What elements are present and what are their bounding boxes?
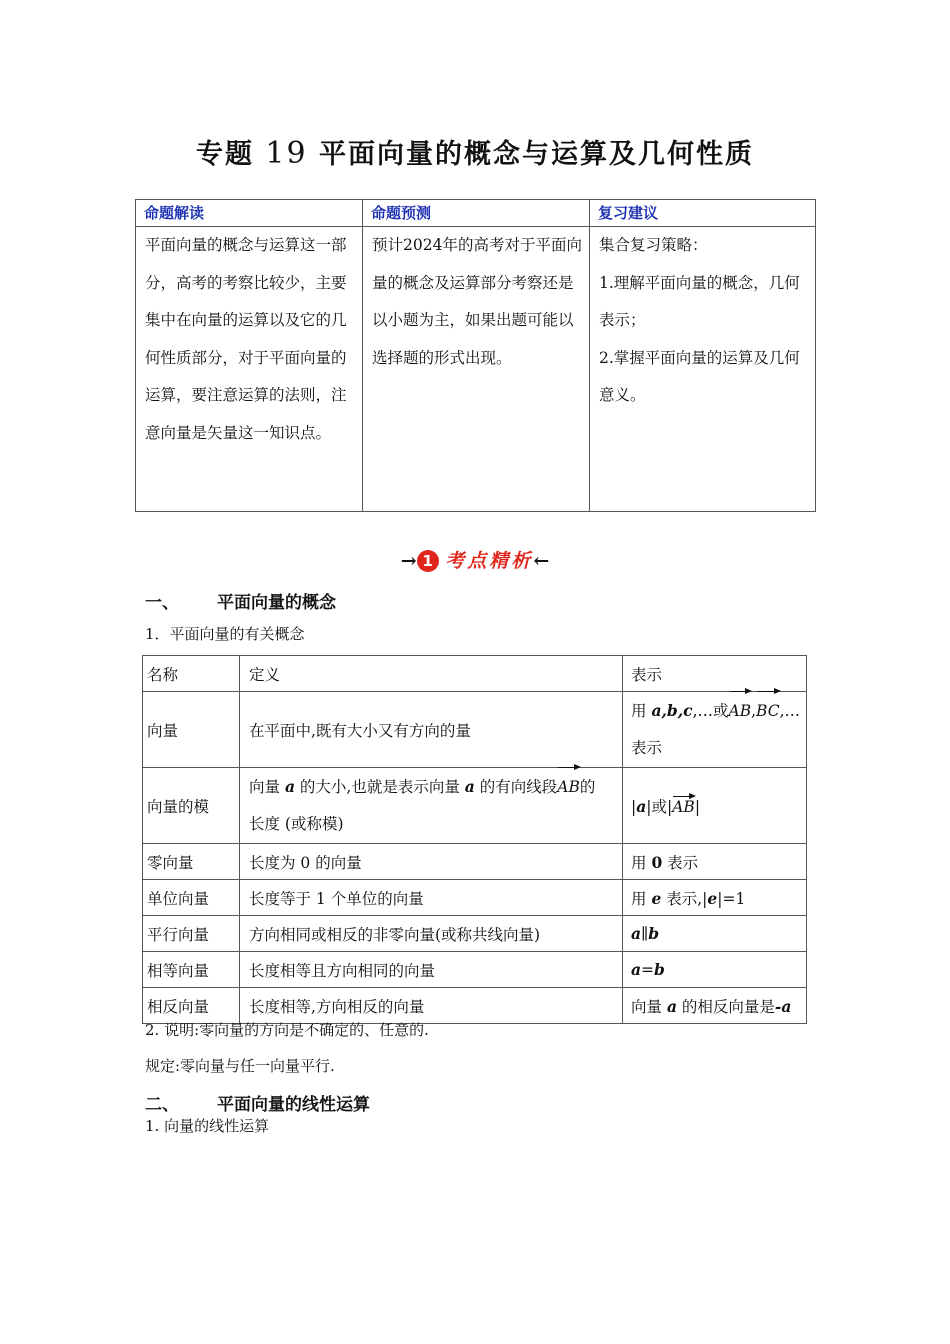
table-row [143, 844, 807, 880]
section-2-num: 二、 [145, 1095, 179, 1115]
rep-text: 向量 [631, 997, 667, 1016]
subheading-2: 1. 向量的线性运算 [145, 1117, 270, 1135]
rep-text: 表示,| [661, 889, 708, 908]
def-text: 长度 (或称模) [249, 815, 344, 833]
row-representation [623, 988, 807, 1024]
concept-table [142, 655, 807, 1024]
table-row [143, 768, 807, 844]
banner-text: 考点精析 [445, 550, 534, 572]
prediction-text: 预计2024年的高考对于平面向量的概念及运算部分考察还是以小题为主，如果出题可能以选择题的形式出现。 [363, 227, 590, 512]
circle-number-icon: 1 [417, 550, 439, 572]
section-1-num: 一、 [145, 593, 179, 613]
rep-symbol: a [636, 796, 647, 816]
row-name: 相反向量 [143, 988, 240, 1024]
rep-symbol: -a [774, 996, 792, 1016]
def-text: 向量 [249, 778, 285, 796]
rep-symbol: 0 [651, 852, 663, 872]
rep-symbol: a [666, 996, 677, 1016]
rep-text: ,…或 [692, 702, 729, 720]
note-2: 规定:零向量与任一向量平行. [145, 1057, 335, 1075]
row-definition [240, 768, 623, 844]
rep-text: ,… [779, 702, 801, 720]
suggestion-item-2: 2.掌握平面向量的运算及几何意义。 [599, 348, 800, 404]
rep-symbol: e [707, 888, 718, 908]
rep-text: 表示 [631, 739, 663, 757]
title-number: 19 [265, 136, 308, 171]
row-name: 向量的模 [143, 768, 240, 844]
intro-table [135, 199, 816, 512]
vector-ab: AB [729, 693, 752, 730]
intro-body-row [136, 227, 816, 512]
table-row [143, 880, 807, 916]
row-name: 单位向量 [143, 880, 240, 916]
row-definition: 长度相等,方向相反的向量 [240, 988, 623, 1024]
row-representation [623, 916, 807, 952]
rep-text: , [751, 702, 757, 720]
rep-text: 用 [631, 702, 652, 720]
rep-symbol: b [654, 960, 665, 979]
title-suffix: 平面向量的概念与运算及几何性质 [319, 139, 754, 170]
section-2-title: 平面向量的线性运算 [217, 1095, 370, 1115]
intro-header-row [136, 200, 816, 227]
rep-operator: ∥ [641, 925, 649, 943]
def-symbol: a [464, 777, 475, 796]
rep-symbol: a [631, 960, 642, 979]
header-interpretation: 命题解读 [136, 200, 363, 227]
def-text: 的 [579, 778, 596, 796]
table-row [143, 916, 807, 952]
vector-ab: AB [557, 769, 580, 806]
section-2-heading [145, 1090, 370, 1115]
row-name: 相等向量 [143, 952, 240, 988]
row-representation [623, 844, 807, 880]
rep-text: |=1 [717, 889, 746, 908]
note-1: 2. 说明:零向量的方向是不确定的、任意的. [145, 1021, 429, 1039]
row-definition: 方向相同或相反的非零向量(或称共线向量) [240, 916, 623, 952]
def-text: 的大小,也就是表示向量 [294, 778, 465, 796]
title-prefix: 专题 [196, 139, 254, 170]
rep-text: | [631, 797, 637, 816]
subheading-1: 1．平面向量的有关概念 [145, 625, 305, 643]
vector-ab: AB [672, 797, 695, 816]
rep-symbol: b [648, 924, 660, 943]
row-definition: 长度等于 1 个单位的向量 [240, 880, 623, 916]
interpretation-text: 平面向量的概念与运算这一部分，高考的考察比较少，主要集中在向量的运算以及它的几何性质部分，对于平面向量的运算，要注意运算的法则，注意向量是矢量这一知识点。 [136, 227, 363, 512]
concept-header-row [143, 656, 807, 692]
page-title [0, 132, 950, 171]
def-symbol: a [284, 777, 295, 796]
banner-left-arrow: → [400, 550, 417, 572]
row-representation [623, 692, 807, 768]
row-representation [623, 952, 807, 988]
rep-symbol: a [631, 924, 642, 943]
rep-operator: = [641, 961, 655, 979]
banner-right-arrow: ← [533, 550, 550, 572]
table-row [143, 952, 807, 988]
col-representation-header: 表示 [623, 656, 807, 692]
row-representation [623, 768, 807, 844]
rep-symbol: e [651, 888, 662, 908]
rep-text: 用 [631, 889, 652, 908]
rep-text: |或| [646, 797, 673, 816]
row-definition: 长度为 0 的向量 [240, 844, 623, 880]
section-banner [0, 546, 950, 573]
suggestion-intro: 集合复习策略： [599, 236, 708, 254]
col-definition-header: 定义 [240, 656, 623, 692]
row-definition: 长度相等且方向相同的向量 [240, 952, 623, 988]
rep-text: 用 [631, 853, 652, 872]
vector-bc: BC [756, 693, 780, 730]
row-name: 平行向量 [143, 916, 240, 952]
row-name: 向量 [143, 692, 240, 768]
section-1-title: 平面向量的概念 [217, 593, 336, 613]
suggestion-item-1: 1.理解平面向量的概念，几何表示； [599, 273, 800, 329]
def-text: 的有向线段 [474, 778, 558, 796]
row-name: 零向量 [143, 844, 240, 880]
col-name-header: 名称 [143, 656, 240, 692]
table-row [143, 692, 807, 768]
rep-text: 的相反向量是 [676, 997, 775, 1016]
header-suggestion: 复习建议 [590, 200, 816, 227]
row-representation [623, 880, 807, 916]
suggestion-cell [590, 227, 816, 512]
rep-text: 表示 [662, 853, 699, 872]
rep-text: | [694, 797, 701, 816]
rep-letters: a,b,c [651, 701, 693, 720]
section-1-heading [145, 588, 336, 613]
header-prediction: 命题预测 [363, 200, 590, 227]
row-definition: 在平面中,既有大小又有方向的量 [240, 692, 623, 768]
